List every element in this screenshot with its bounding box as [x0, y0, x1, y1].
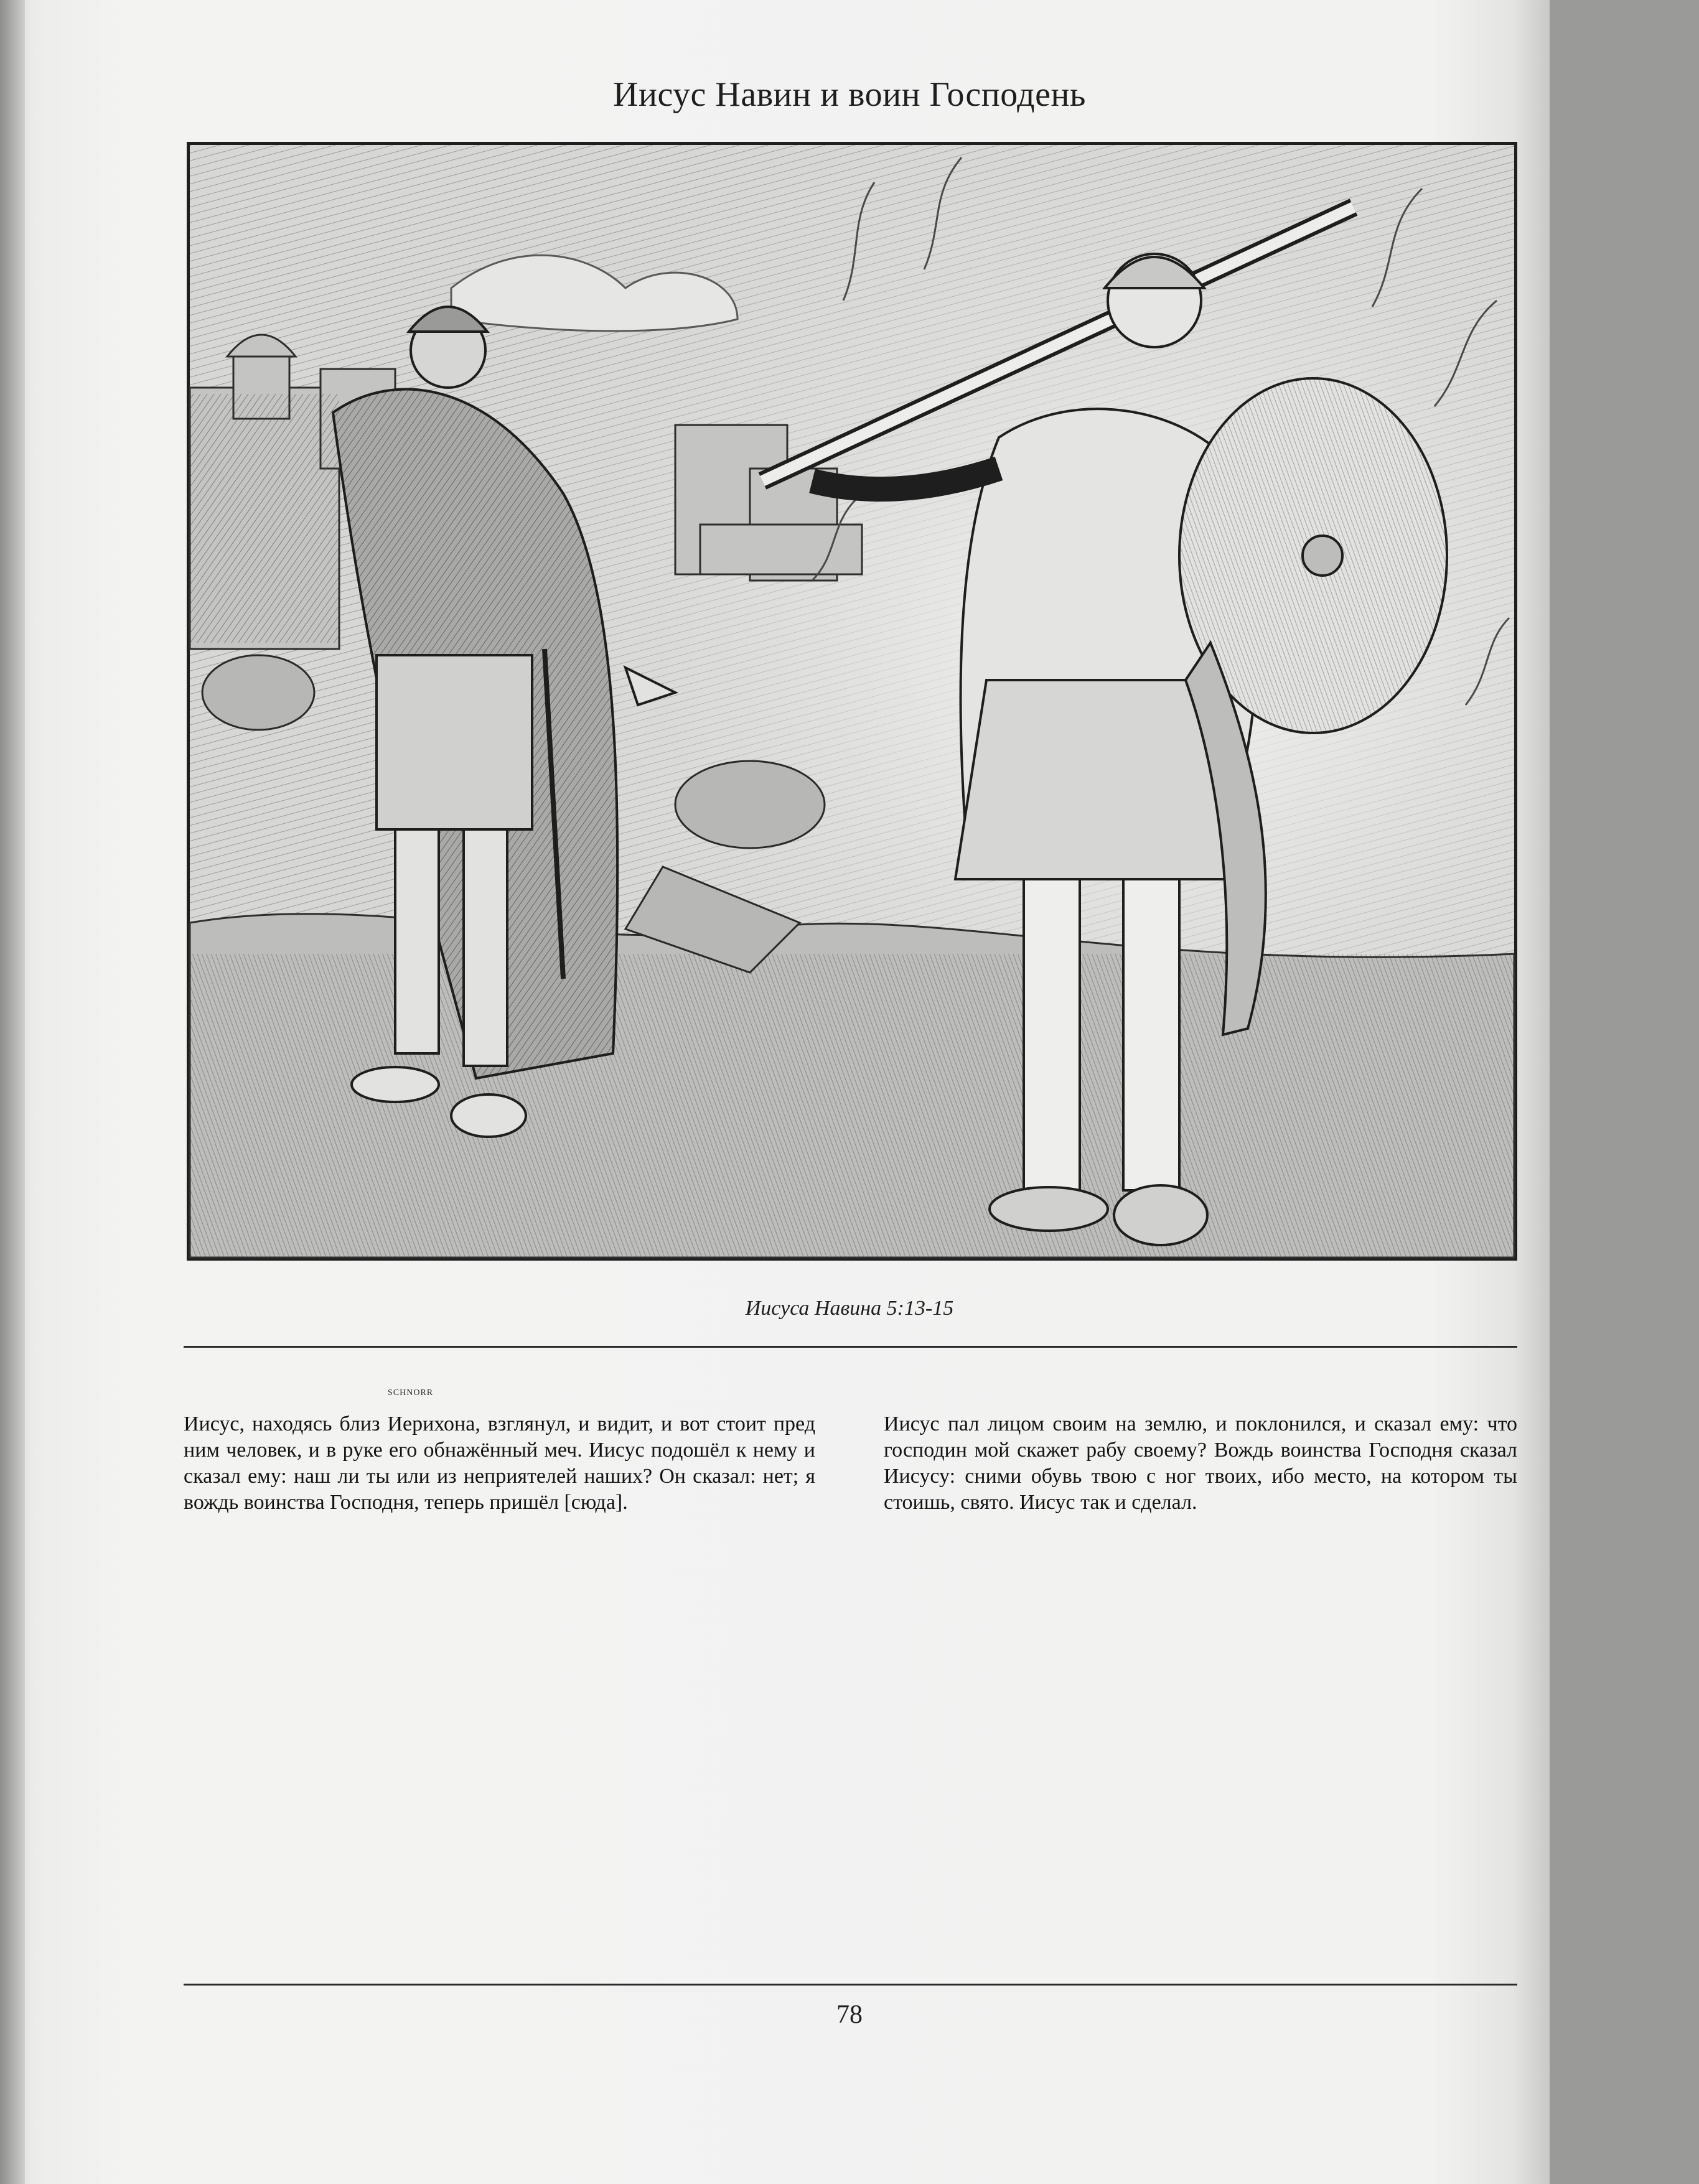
text-column-right: Иисус пал лицом своим на землю, и поклонился, и сказал ему: что господин мой скажет рабу своему? Вождь воинства Господня сказал Иисусу: сними обувь твою с ног твоих, ибо место, на котором ты стоишь, свято. Иисус так и сделал. [884, 1412, 1517, 1514]
text-column-left: Иисус, находясь близ Иерихона, взглянул, и видит, и вот стоит пред ним человек, и в руке его обнажённый меч. Иисус подошёл к нему и сказал ему: наш ли ты или из неприятелей наших? Он сказал: нет; я вождь воинства Господня, теперь пришёл [сюда]. [184, 1412, 815, 1514]
top-divider [184, 1346, 1517, 1348]
scripture-reference: Иисуса Навина 5:13-15 [745, 1297, 954, 1320]
binding-gutter [0, 0, 25, 2184]
engraving-art [190, 145, 1514, 1258]
engraver-signature: SCHNORR [388, 1388, 434, 1398]
page-number: 78 [836, 2000, 863, 2029]
page-title: Иисус Навин и воин Господень [613, 75, 1086, 114]
bottom-divider [184, 1984, 1517, 1986]
